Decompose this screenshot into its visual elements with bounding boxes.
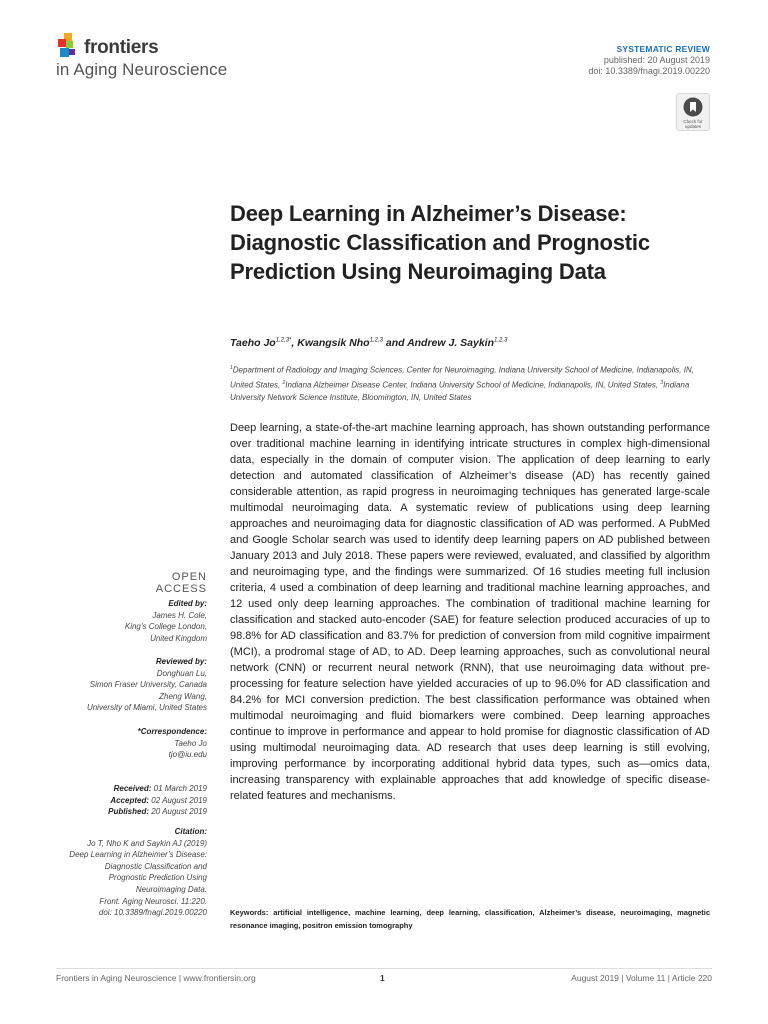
- editor-line: James H. Cole,: [152, 610, 207, 620]
- footer-divider: [56, 968, 712, 969]
- citation-line[interactable]: doi: 10.3389/fnagi.2019.00220: [98, 908, 207, 918]
- citation-line: Deep Learning in Alzheimer’s Disease:: [69, 850, 207, 860]
- affiliations: [230, 362, 710, 404]
- author-name[interactable]: Kwangsik Nho: [297, 337, 370, 349]
- keywords-list: artificial intelligence, machine learning, deep learning, classification, Alzheimer’s disease, neuroimaging, magnetic resonance imaging, positron emission tomography: [230, 908, 711, 930]
- article-meta: [588, 44, 710, 77]
- accepted-label: Accepted:: [110, 795, 150, 805]
- brand-name: frontiers: [84, 37, 159, 58]
- reviewer-line: University of Miami, United States: [86, 703, 207, 713]
- open-access-label: OPEN ACCESS: [155, 571, 207, 595]
- citation-line: Prognostic Prediction Using: [108, 873, 207, 883]
- check-label-2: updates: [684, 124, 701, 129]
- edited-by-label: Edited by:: [168, 599, 207, 608]
- accepted-date: 02 August 2019: [151, 795, 207, 805]
- page-number: 1: [380, 973, 385, 983]
- affil-sup: 3: [660, 379, 664, 386]
- correspondence-label: *Correspondence:: [137, 727, 207, 736]
- author-affil-sup: 1,2,3: [369, 337, 383, 344]
- affiliation-text: Indiana Alzheimer Disease Center, Indiana University School of Medicine, Indianapolis, IN, United States,: [285, 380, 661, 390]
- citation-line: Front. Aging Neurosci. 11:220.: [99, 896, 207, 906]
- article-doi[interactable]: doi: 10.3389/fnagi.2019.00220: [588, 66, 710, 76]
- correspondence-email[interactable]: tjo@iu.edu: [168, 750, 207, 760]
- abstract: Deep learning, a state-of-the-art machine learning approach, has shown outstanding performance over traditional machine learning in identifying intricate structures in complex high-dimensional data, especially in the domain of computer vision. The application of deep learning to early detection and automated classification of Alzheimer’s disease (AD) has recently gained considerable attention, as rapid progress in neuroimaging techniques has generated large-scale multimodal neuroimaging data. A systematic review of publications using deep learning approaches and neuroimaging data for diagnostic classification of AD was performed. A PubMed and Google Scholar search was used to identify deep learning papers on AD published between January 2013 and July 2018. These papers were reviewed, evaluated, and classified by algorithm and neuroimaging type, and the findings were summarized. Of 16 studies meeting full inclusion criteria, 4 used a combination of deep learning and traditional machine learning approaches, and 12 used only deep learning approaches. The combination of traditional machine learning for classification and stacked auto-encoder (SAE) for feature selection produced accuracies of up to 98.8% for AD classification and 83.7% for prediction of conversion from mild cognitive impairment (MCI), a prodromal stage of AD, to AD. Deep learning approaches, such as convolutional neural network (CNN) or recurrent neural network (RNN), that use neuroimaging data without pre-processing for feature selection have yielded accuracies of up to 96.0% for AD classification and 84.2% for MCI conversion prediction. The best classification performance was obtained when multimodal neuroimaging and fluid biomarkers were combined. Deep learning approaches continue to improve in performance and appear to hold promise for diagnostic classification of AD using multimodal neuroimaging data. AD research that uses deep learning is still evolving, improving performance by incorporating additional hybrid data types, such as—omics data, increasing transparency with explainable approaches that add knowledge of specific disease-related features and mechanisms.: [230, 422, 710, 802]
- citation-line: Diagnostic Classification and: [104, 861, 207, 871]
- author-name[interactable]: Taeho Jo: [230, 337, 276, 349]
- frontiers-logo-icon: [56, 33, 82, 61]
- dates-block: [108, 783, 207, 818]
- bookmark-icon: [683, 97, 703, 117]
- footer-issue: August 2019 | Volume 11 | Article 220: [571, 973, 712, 983]
- check-label-1: Check for: [683, 119, 703, 124]
- published-label: Published:: [108, 807, 150, 817]
- reviewer-line: Zheng Wang,: [159, 691, 207, 701]
- correspondence-name: Taeho Jo: [174, 738, 207, 748]
- published-date: published: 20 August 2019: [603, 55, 710, 65]
- keywords: [230, 906, 710, 932]
- author-separator: ,: [291, 337, 298, 349]
- editor-line: United Kingdom: [150, 633, 207, 643]
- author-name[interactable]: Andrew J. Saykin: [407, 337, 495, 349]
- reviewed-by-label: Reviewed by:: [155, 657, 207, 666]
- citation-line: Jo T, Nho K and Saykin AJ (2019): [87, 838, 207, 848]
- author-separator: and: [382, 337, 408, 349]
- author-affil-sup: 1,2,3*: [275, 337, 292, 344]
- author-affil-sup: 1,2,3: [494, 337, 508, 344]
- published-date-side: 20 August 2019: [151, 807, 207, 817]
- author-list: [230, 337, 507, 349]
- affil-sup: 1: [230, 365, 233, 371]
- affiliation-text: Department of Radiology and Imaging Sciences, Center for Neuroimaging, Indiana University School of Medicine, Indianapolis, IN, United States,: [230, 365, 694, 390]
- editor-line: King’s College London,: [124, 622, 207, 632]
- citation-label: Citation:: [174, 827, 207, 836]
- citation-line: Neuroimaging Data.: [135, 884, 207, 894]
- keywords-label: Keywords:: [230, 908, 269, 917]
- reviewer-line: Donghuan Lu,: [156, 668, 207, 678]
- received-date: 01 March 2019: [153, 784, 207, 793]
- reviewed-by-block: [87, 656, 207, 714]
- correspondence-block: [138, 726, 207, 761]
- article-title: Deep Learning in Alzheimer’s Disease: Diagnostic Classification and Prognostic Prediction Using Neuroimaging Data: [230, 201, 650, 284]
- journal-name: in Aging Neuroscience: [56, 60, 228, 79]
- citation-block: [69, 826, 207, 919]
- footer-journal: Frontiers in Aging Neuroscience | www.frontiersin.org: [56, 973, 256, 983]
- reviewer-line: Simon Fraser University, Canada: [89, 680, 207, 690]
- affiliation-text: Indiana University Network Science Institute, Bloomington, IN, United States: [230, 380, 690, 403]
- edited-by-block: [125, 598, 207, 644]
- received-label: Received:: [113, 784, 152, 793]
- article-type: SYSTEMATIC REVIEW: [616, 44, 710, 54]
- check-for-updates-button[interactable]: [676, 93, 710, 131]
- affil-sup: 2: [282, 379, 286, 386]
